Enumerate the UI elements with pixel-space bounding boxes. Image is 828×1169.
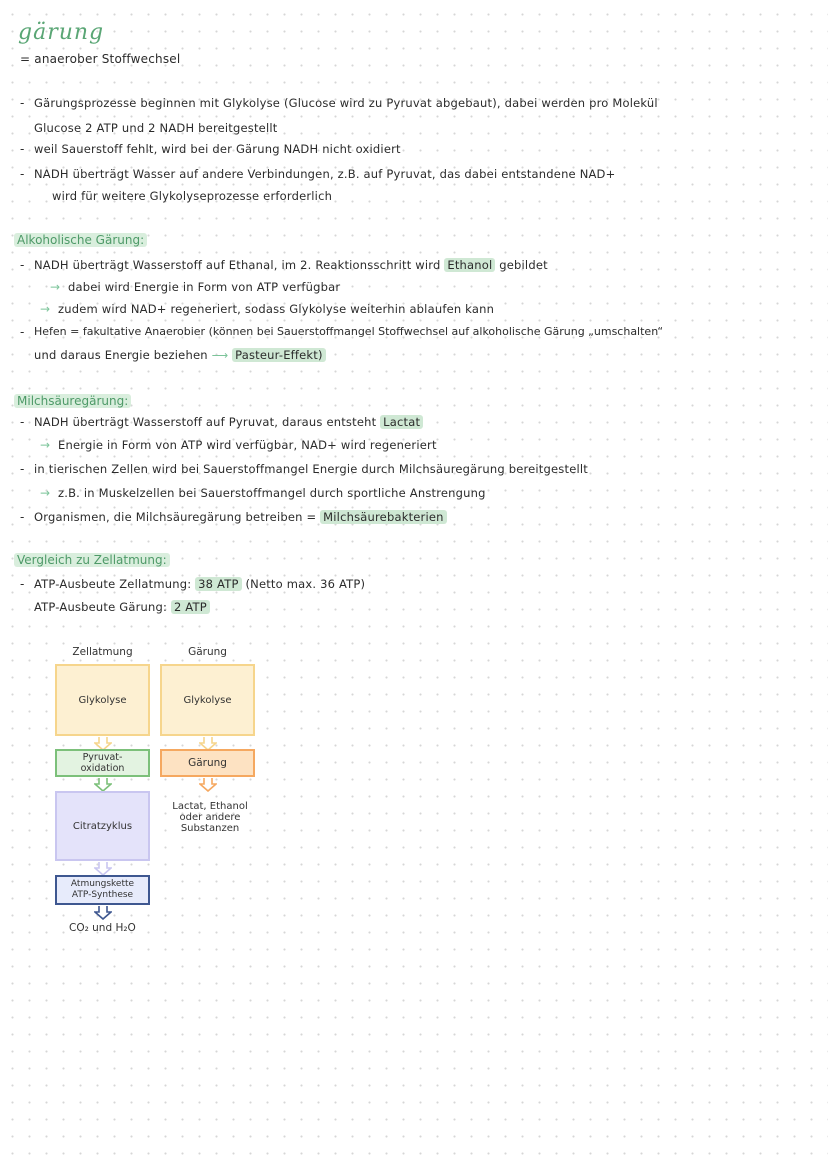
bullet-dash: - <box>20 142 25 156</box>
intro-line-1b: Glucose 2 ATP und 2 NADH bereitgestellt <box>34 121 278 135</box>
text: Organismen, die Milchsäuregärung betreiben = <box>34 510 317 524</box>
text: gebildet <box>499 258 548 272</box>
alkohol-line-1 <box>34 258 548 272</box>
section-heading-vergleich: Vergleich zu Zellatmung: <box>14 553 170 567</box>
milch-line-2: in tierischen Zellen wird bei Sauerstoffmangel Energie durch Milchsäuregärung bereitgestellt <box>34 462 588 476</box>
bullet-dash: - <box>20 462 25 476</box>
text: ATP-Ausbeute Gärung: <box>34 600 168 614</box>
page-title: gärung <box>18 20 105 45</box>
intro-line-3a: NADH überträgt Wasser auf andere Verbindungen, z.B. auf Pyruvat, das dabei entstandene NAD+ <box>34 167 616 181</box>
arrow-right-icon: → <box>50 280 61 294</box>
bullet-dash: - <box>20 325 25 339</box>
diagram-col2-title: Gärung <box>188 646 227 658</box>
arrow-right-icon: → <box>40 486 51 500</box>
section-heading-alkohol: Alkoholische Gärung: <box>14 233 147 247</box>
bullet-dash: - <box>20 258 25 272</box>
bullet-dash: - <box>20 510 25 524</box>
alkohol-line-2b <box>34 348 326 362</box>
box-gaerung: Gärung <box>160 749 255 777</box>
text: (Netto max. 36 ATP) <box>245 577 366 591</box>
highlight-milchsaeurebakterien: Milchsäurebakterien <box>320 510 446 524</box>
subtitle: = anaerober Stoffwechsel <box>20 52 181 66</box>
arrow-down-icon <box>199 777 217 796</box>
end-products: CO₂ und H₂O <box>69 922 136 934</box>
gaerung-produkte: Lactat, Ethanol oder andere Substanzen <box>172 801 248 834</box>
text: NADH überträgt Wasserstoff auf Pyruvat, daraus entsteht <box>34 415 377 429</box>
arrow-right-icon: ⟶ <box>211 348 229 362</box>
text: NADH überträgt Wasserstoff auf Ethanal, im 2. Reaktionsschritt wird <box>34 258 441 272</box>
milch-sub-1: Energie in Form von ATP wird verfügbar, NAD+ wird regeneriert <box>58 438 437 452</box>
milch-sub-2: z.B. in Muskelzellen bei Sauerstoffmangel durch sportliche Anstrengung <box>58 486 486 500</box>
intro-line-3b: wird für weitere Glykolyseprozesse erforderlich <box>52 189 333 203</box>
bullet-dash: - <box>20 167 25 181</box>
bullet-dash: - <box>20 415 25 429</box>
highlight-2-atp: 2 ATP <box>171 600 210 614</box>
intro-line-1a: Gärungsprozesse beginnen mit Glykolyse (Glucose wird zu Pyruvat abgebaut), dabei werden pro Molekül <box>34 96 658 110</box>
vergleich-line-1 <box>34 577 365 591</box>
alkohol-sub-2: zudem wird NAD+ regeneriert, sodass Glykolyse weiterhin ablaufen kann <box>58 302 495 316</box>
highlight-ethanol: Ethanol <box>444 258 495 272</box>
vergleich-line-2 <box>34 600 210 614</box>
box-pyruvatoxidation: Pyruvat- oxidation <box>55 749 150 777</box>
bullet-dash: - <box>20 96 25 110</box>
section-heading-milch: Milchsäuregärung: <box>14 394 131 408</box>
box-atmungskette: Atmungskette ATP-Synthese <box>55 875 150 905</box>
text: ATP-Ausbeute Zellatmung: <box>34 577 192 591</box>
box-glykolyse-zellatmung: Glykolyse <box>55 664 150 736</box>
intro-line-2: weil Sauerstoff fehlt, wird bei der Gärung NADH nicht oxidiert <box>34 142 401 156</box>
bullet-dash: - <box>20 577 25 591</box>
milch-line-1 <box>34 415 423 429</box>
alkohol-sub-1: dabei wird Energie in Form von ATP verfügbar <box>68 280 341 294</box>
diagram-col1-title: Zellatmung <box>72 646 133 658</box>
text: und daraus Energie beziehen <box>34 348 208 362</box>
highlight-38-atp: 38 ATP <box>195 577 241 591</box>
box-glykolyse-gaerung: Glykolyse <box>160 664 255 736</box>
arrow-right-icon: → <box>40 302 51 316</box>
arrow-right-icon: → <box>40 438 51 452</box>
highlight-pasteur: Pasteur-Effekt) <box>232 348 326 362</box>
box-citratzyklus: Citratzyklus <box>55 791 150 861</box>
highlight-lactat: Lactat <box>380 415 423 429</box>
milch-line-3 <box>34 510 447 524</box>
alkohol-line-2a: Hefen = fakultative Anaerobier (können bei Sauerstoffmangel Stoffwechsel auf alkoholische Gärung „umschalten“ <box>34 325 664 338</box>
